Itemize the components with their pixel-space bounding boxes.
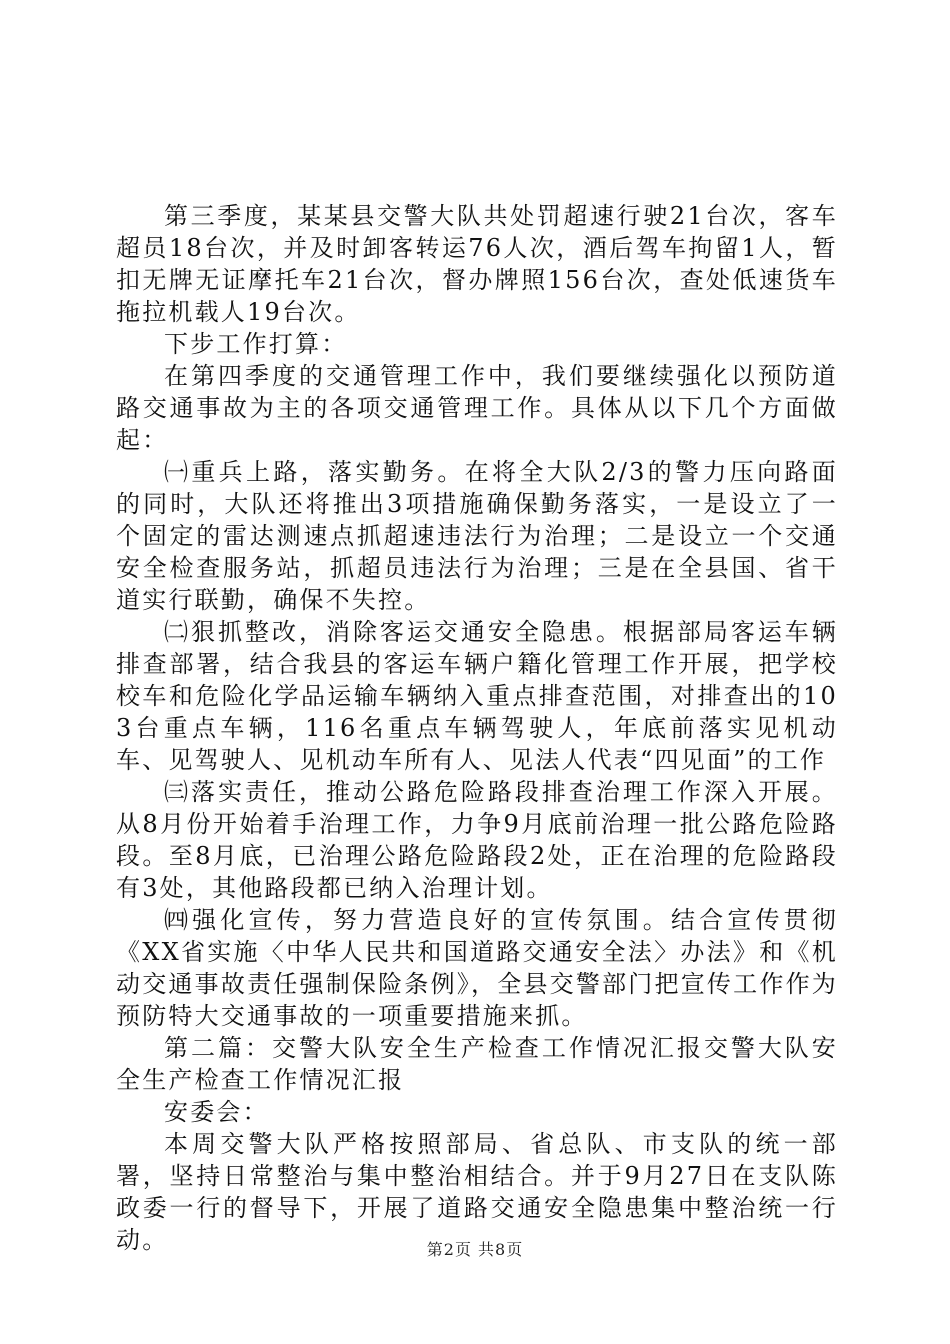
paragraph-q4-intro: 在第四季度的交通管理工作中，我们要继续强化以预防道路交通事故为主的各项交通管理工作。具体从以下几个方面做起： <box>116 362 838 454</box>
paragraph-part-two-title: 第二篇：交警大队安全生产检查工作情况汇报交警大队安全生产检查工作情况汇报 <box>116 1034 838 1094</box>
paragraph-weekly-report: 本周交警大队严格按照部局、省总队、市支队的统一部署，坚持日常整治与集中整治相结合。并于9月27日在支队陈政委一行的督导下，开展了道路交通安全隐患集中整治统一行动。 <box>116 1130 838 1254</box>
paragraph-q3-statistics: 第三季度，某某县交警大队共处罚超速行驶21台次，客车超员18台次，并及时卸客转运76人次，酒后驾车拘留1人，暂扣无牌无证摩托车21台次，督办牌照156台次，查处低速货车拖拉机载人19台次。 <box>116 202 838 326</box>
paragraph-next-steps-heading: 下步工作打算： <box>164 330 348 358</box>
paragraph-item-4: ㈣强化宣传，努力营造良好的宣传氛围。结合宣传贯彻《XX省实施〈中华人民共和国道路交通安全法〉办法》和《机动交通事故责任强制保险条例》，全县交警部门把宣传工作作为预防特大交通事故的一项重要措施来抓。 <box>116 906 838 1030</box>
page-number-footer: 第2页 共8页 <box>426 1240 524 1259</box>
paragraph-item-1: ㈠重兵上路，落实勤务。在将全大队2/3的警力压向路面的同时，大队还将推出3项措施确保勤务落实，一是设立了一个固定的雷达测速点抓超速违法行为治理；二是设立一个交通安全检查服务站，抓超员违法行为治理；三是在全县国、省干道实行联勤，确保不失控。 <box>116 458 838 614</box>
document-body <box>116 200 838 1256</box>
paragraph-item-2: ㈡狠抓整改，消除客运交通安全隐患。根据部局客运车辆排查部署，结合我县的客运车辆户籍化管理工作开展，把学校校车和危险化学品运输车辆纳入重点排查范围，对排查出的103台重点车辆，116名重点车辆驾驶人，年底前落实见机动车、见驾驶人、见机动车所有人、见法人代表“四见面”的工作 <box>116 618 838 774</box>
paragraph-addressee: 安委会： <box>164 1098 269 1126</box>
paragraph-item-3: ㈢落实责任，推动公路危险路段排查治理工作深入开展。从8月份开始着手治理工作，力争9月底前治理一批公路危险路段。至8月底，已治理公路危险路段2处，正在治理的危险路段有3处，其他路段都已纳入治理计划。 <box>116 778 838 902</box>
